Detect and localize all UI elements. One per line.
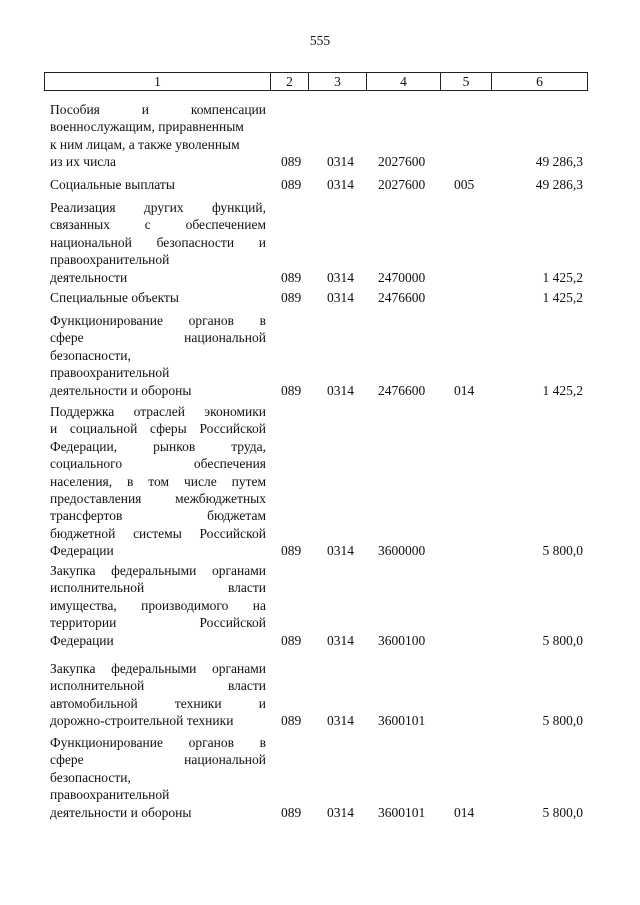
page-number: 555 — [309, 33, 331, 48]
target-code: 3600101 — [378, 804, 426, 820]
row-name — [50, 312, 266, 399]
row-name-line: деятельности и обороны — [50, 804, 192, 820]
section-code: 0314 — [327, 177, 354, 192]
row-name-line: населения, в том числе путем — [50, 473, 266, 489]
row-name — [50, 403, 266, 560]
target-code: 2476600 — [378, 382, 426, 398]
section-code: 0314 — [327, 290, 354, 305]
amount: 1 425,2 — [542, 382, 583, 398]
row-name-line: Поддержка отраслей экономики — [50, 404, 266, 419]
amount: 5 800,0 — [542, 804, 583, 820]
row-name-line: имущества, производимого на — [50, 597, 266, 613]
section-code: 0314 — [327, 269, 354, 285]
ministry-code: 089 — [281, 382, 302, 398]
amount: 5 800,0 — [542, 632, 583, 648]
target-code: 2476600 — [378, 290, 426, 305]
row-name-line: сфере национальной — [50, 330, 266, 346]
target-code: 2470000 — [378, 269, 426, 285]
column-header-6: 6 — [492, 73, 588, 91]
row-name — [50, 734, 266, 821]
row-name-line: Федерации — [50, 632, 114, 648]
row-name-line: исполнительной власти — [50, 580, 266, 596]
row-name-line: Пособия и компенсации — [50, 102, 266, 117]
amount: 5 800,0 — [542, 543, 583, 559]
row-name-line: безопасности, — [50, 347, 131, 363]
column-header-2: 2 — [271, 73, 309, 91]
amount: 1 425,2 — [542, 290, 583, 305]
column-header-row — [45, 73, 588, 91]
row-name-line: Федерации — [50, 543, 114, 559]
ministry-code: 089 — [281, 269, 302, 285]
target-code: 3600101 — [378, 713, 426, 729]
row-name-line: бюджетной системы Российской — [50, 525, 266, 541]
row-name-line: предоставления межбюджетных — [50, 490, 266, 506]
row-name-line: безопасности, — [50, 769, 131, 785]
row-name-line: правоохранительной — [50, 365, 170, 381]
expense-type-code: 005 — [454, 177, 475, 192]
target-code: 2027600 — [378, 177, 426, 192]
row-name-line: территории Российской — [50, 615, 266, 631]
row-name-line: Функционирование органов в — [50, 735, 266, 750]
column-header-5: 5 — [441, 73, 492, 91]
row-name-line: дорожно-строительной техники — [50, 713, 234, 729]
target-code: 3600100 — [378, 632, 426, 648]
section-code: 0314 — [327, 632, 354, 648]
column-header-1: 1 — [45, 73, 271, 91]
row-name-line: Закупка федеральными органами — [50, 661, 266, 676]
amount: 49 286,3 — [535, 177, 583, 192]
ministry-code: 089 — [281, 290, 302, 305]
expense-type-code: 014 — [454, 804, 475, 820]
row-name — [50, 101, 266, 171]
column-header-4: 4 — [367, 73, 441, 91]
section-code: 0314 — [327, 543, 354, 559]
expense-type-code: 014 — [454, 382, 475, 398]
amount: 1 425,2 — [542, 269, 583, 285]
column-header-3: 3 — [309, 73, 367, 91]
row-name-line: трансфертов бюджетам — [50, 508, 266, 524]
row-name-line: социального обеспечения — [50, 456, 266, 472]
ministry-code: 089 — [281, 632, 302, 648]
row-name-line: автомобильной техники и — [50, 695, 266, 711]
row-name-line: Специальные объекты — [50, 290, 179, 305]
row-name-line: правоохранительной — [50, 252, 170, 268]
ministry-code: 089 — [281, 543, 302, 559]
row-name-line: деятельности и обороны — [50, 382, 192, 398]
row-name-line: Социальные выплаты — [50, 177, 175, 192]
section-code: 0314 — [327, 713, 354, 729]
ministry-code: 089 — [281, 177, 302, 192]
amount: 5 800,0 — [542, 713, 583, 729]
ministry-code: 089 — [281, 713, 302, 729]
ministry-code: 089 — [281, 804, 302, 820]
row-name-line: Федерации, рынков труда, — [50, 438, 266, 454]
row-name-line: сфере национальной — [50, 752, 266, 768]
row-name-line: правоохранительной — [50, 787, 170, 803]
row-name — [50, 289, 266, 306]
ministry-code: 089 — [281, 154, 302, 170]
row-name — [50, 176, 266, 193]
row-name-line: деятельности — [50, 269, 128, 285]
row-name-line: и социальной сферы Российской — [50, 421, 266, 437]
target-code: 3600000 — [378, 543, 426, 559]
row-name-line: Закупка федеральными органами — [50, 563, 266, 578]
row-name — [50, 562, 266, 649]
row-name-line: военнослужащим, приравненным — [50, 119, 244, 135]
column-header-table — [44, 72, 588, 91]
row-name — [50, 660, 266, 730]
row-name-line: из их числа — [50, 154, 117, 170]
row-name-line: к ним лицам, а также уволенным — [50, 136, 240, 152]
section-code: 0314 — [327, 382, 354, 398]
section-code: 0314 — [327, 804, 354, 820]
row-name-line: национальной безопасности и — [50, 234, 266, 250]
row-name — [50, 199, 266, 286]
row-name-line: связанных с обеспечением — [50, 217, 266, 233]
row-name-line: Реализация других функций, — [50, 200, 266, 215]
amount: 49 286,3 — [535, 154, 583, 170]
row-name-line: исполнительной власти — [50, 678, 266, 694]
target-code: 2027600 — [378, 154, 426, 170]
section-code: 0314 — [327, 154, 354, 170]
row-name-line: Функционирование органов в — [50, 313, 266, 328]
